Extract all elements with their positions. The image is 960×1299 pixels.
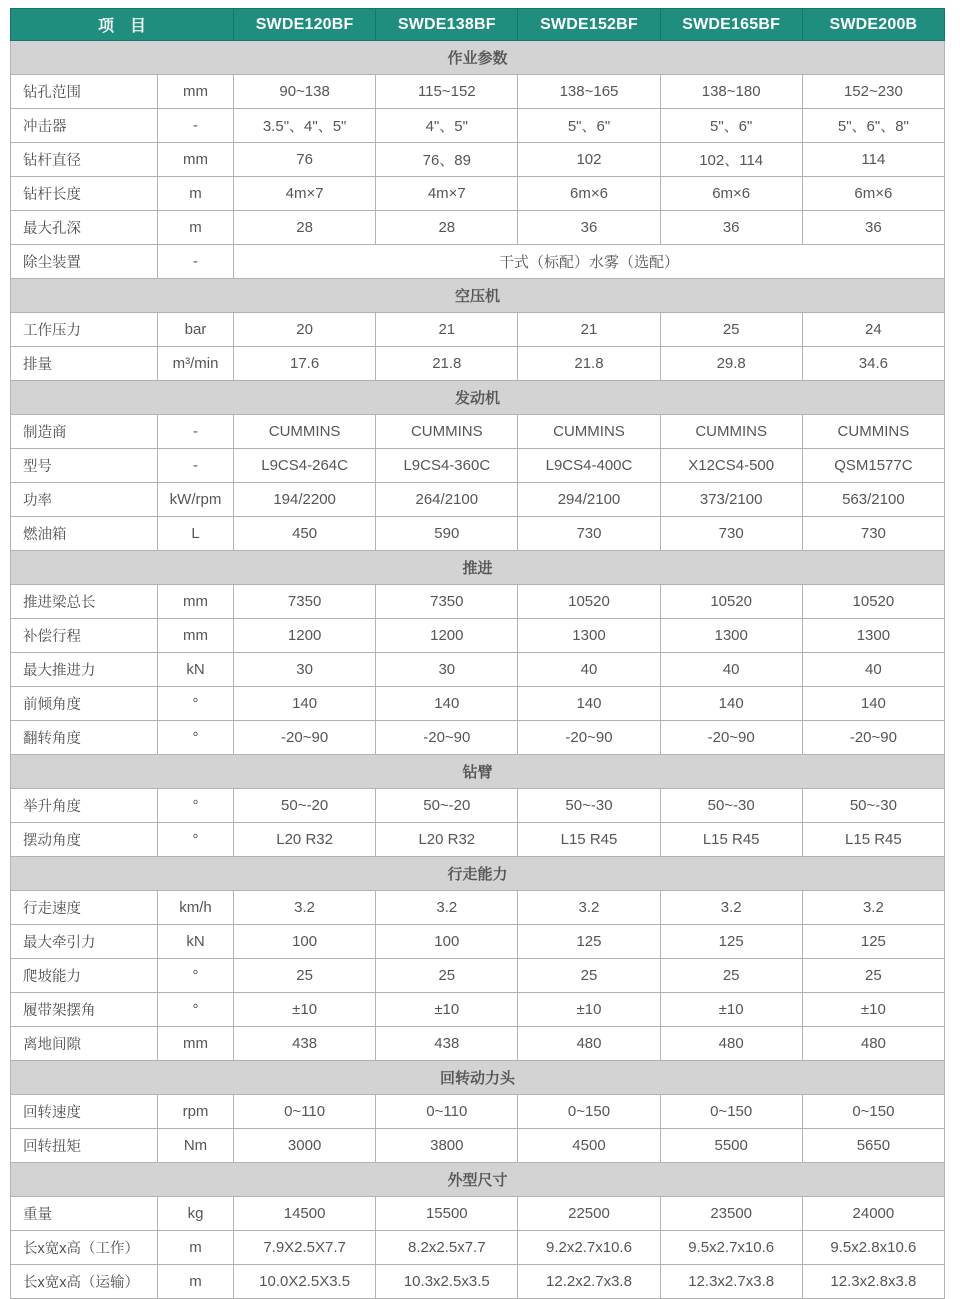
row-label: 推进梁总长 xyxy=(11,585,158,619)
row-label: 前倾角度 xyxy=(11,687,158,721)
row-value: 5"、6" xyxy=(660,109,802,143)
row-value: 12.3x2.7x3.8 xyxy=(660,1265,802,1299)
row-label: 制造商 xyxy=(11,415,158,449)
row-value: L9CS4-264C xyxy=(234,449,376,483)
row-value: ±10 xyxy=(234,993,376,1027)
row-value: 22500 xyxy=(518,1197,660,1231)
row-value: 3.2 xyxy=(660,891,802,925)
row-value: 125 xyxy=(660,925,802,959)
section-title: 行走能力 xyxy=(11,857,945,891)
row-unit: mm xyxy=(158,143,234,177)
row-unit: mm xyxy=(158,585,234,619)
row-unit: kW/rpm xyxy=(158,483,234,517)
row-value: 125 xyxy=(802,925,944,959)
row-value: 730 xyxy=(518,517,660,551)
row-value: 12.2x2.7x3.8 xyxy=(518,1265,660,1299)
spec-row xyxy=(11,1197,945,1231)
spec-row xyxy=(11,1095,945,1129)
row-value: -20~90 xyxy=(234,721,376,755)
row-label: 除尘装置 xyxy=(11,245,158,279)
row-value: 115~152 xyxy=(376,75,518,109)
model-header-swde138bf: SWDE138BF xyxy=(376,9,518,41)
row-unit: ° xyxy=(158,789,234,823)
spec-row xyxy=(11,1129,945,1163)
row-label: 履带架摆角 xyxy=(11,993,158,1027)
spec-row xyxy=(11,585,945,619)
row-value: 3.2 xyxy=(802,891,944,925)
row-value: 7350 xyxy=(376,585,518,619)
model-header-swde120bf: SWDE120BF xyxy=(234,9,376,41)
row-value: 76、89 xyxy=(376,143,518,177)
row-label: 补偿行程 xyxy=(11,619,158,653)
row-label: 工作压力 xyxy=(11,313,158,347)
row-value: QSM1577C xyxy=(802,449,944,483)
row-label: 功率 xyxy=(11,483,158,517)
section-title: 发动机 xyxy=(11,381,945,415)
spec-row xyxy=(11,993,945,1027)
row-unit: - xyxy=(158,415,234,449)
row-unit: mm xyxy=(158,619,234,653)
row-value: 6m×6 xyxy=(660,177,802,211)
row-unit: kN xyxy=(158,925,234,959)
spec-row xyxy=(11,177,945,211)
row-value: 264/2100 xyxy=(376,483,518,517)
spec-row xyxy=(11,1231,945,1265)
section-title: 钻臂 xyxy=(11,755,945,789)
spec-row xyxy=(11,721,945,755)
row-unit: m xyxy=(158,1265,234,1299)
row-label: 重量 xyxy=(11,1197,158,1231)
row-value: 563/2100 xyxy=(802,483,944,517)
row-label: 回转扭矩 xyxy=(11,1129,158,1163)
row-value: 34.6 xyxy=(802,347,944,381)
row-label: 爬坡能力 xyxy=(11,959,158,993)
row-value: 40 xyxy=(802,653,944,687)
row-value: 4500 xyxy=(518,1129,660,1163)
row-merged-value: 干式（标配）水雾（选配） xyxy=(234,245,945,279)
spec-row xyxy=(11,313,945,347)
row-unit: kg xyxy=(158,1197,234,1231)
row-value: 100 xyxy=(234,925,376,959)
row-value: 3.5"、4"、5" xyxy=(234,109,376,143)
row-value: 140 xyxy=(802,687,944,721)
row-value: 138~180 xyxy=(660,75,802,109)
item-header-cell: 项 目 xyxy=(11,9,234,41)
row-value: 138~165 xyxy=(518,75,660,109)
row-label: 回转速度 xyxy=(11,1095,158,1129)
model-header-swde152bf: SWDE152BF xyxy=(518,9,660,41)
section-title: 推进 xyxy=(11,551,945,585)
row-value: 0~150 xyxy=(518,1095,660,1129)
row-value: 140 xyxy=(234,687,376,721)
row-unit: - xyxy=(158,449,234,483)
row-value: 36 xyxy=(802,211,944,245)
spec-row xyxy=(11,211,945,245)
row-label: 翻转角度 xyxy=(11,721,158,755)
row-label: 摆动角度 xyxy=(11,823,158,857)
row-value: 40 xyxy=(660,653,802,687)
row-value: ±10 xyxy=(802,993,944,1027)
row-value: 76 xyxy=(234,143,376,177)
row-unit: kN xyxy=(158,653,234,687)
row-unit: m³/min xyxy=(158,347,234,381)
row-unit: rpm xyxy=(158,1095,234,1129)
row-value: 3.2 xyxy=(518,891,660,925)
row-value: 3800 xyxy=(376,1129,518,1163)
spec-row xyxy=(11,449,945,483)
row-label: 钻杆直径 xyxy=(11,143,158,177)
spec-row xyxy=(11,143,945,177)
row-value: 1300 xyxy=(660,619,802,653)
row-label: 最大推进力 xyxy=(11,653,158,687)
row-value: 4m×7 xyxy=(376,177,518,211)
row-value: 373/2100 xyxy=(660,483,802,517)
spec-row xyxy=(11,109,945,143)
section-row xyxy=(11,755,945,789)
spec-table-header xyxy=(11,9,945,41)
row-label: 举升角度 xyxy=(11,789,158,823)
row-value: 7350 xyxy=(234,585,376,619)
row-value: 114 xyxy=(802,143,944,177)
row-value: 50~-30 xyxy=(660,789,802,823)
spec-row xyxy=(11,653,945,687)
row-value: 50~-30 xyxy=(802,789,944,823)
spec-row xyxy=(11,415,945,449)
row-value: 24000 xyxy=(802,1197,944,1231)
row-value: -20~90 xyxy=(660,721,802,755)
row-unit: L xyxy=(158,517,234,551)
row-value: 152~230 xyxy=(802,75,944,109)
section-row xyxy=(11,279,945,313)
row-value: 5"、6"、8" xyxy=(802,109,944,143)
row-value: 29.8 xyxy=(660,347,802,381)
row-value: 1300 xyxy=(518,619,660,653)
row-value: 25 xyxy=(376,959,518,993)
row-value: ±10 xyxy=(518,993,660,1027)
row-value: 3.2 xyxy=(234,891,376,925)
section-title: 外型尺寸 xyxy=(11,1163,945,1197)
row-value: 438 xyxy=(376,1027,518,1061)
row-value: ±10 xyxy=(660,993,802,1027)
row-value: 1200 xyxy=(376,619,518,653)
row-value: CUMMINS xyxy=(234,415,376,449)
row-value: 36 xyxy=(518,211,660,245)
row-value: 10520 xyxy=(802,585,944,619)
section-title: 空压机 xyxy=(11,279,945,313)
row-value: -20~90 xyxy=(376,721,518,755)
row-value: 0~110 xyxy=(376,1095,518,1129)
spec-row xyxy=(11,1265,945,1299)
row-value: 21.8 xyxy=(518,347,660,381)
row-unit: ° xyxy=(158,993,234,1027)
row-value: 1200 xyxy=(234,619,376,653)
row-value: 6m×6 xyxy=(802,177,944,211)
model-header-swde200b: SWDE200B xyxy=(802,9,944,41)
row-value: 3.2 xyxy=(376,891,518,925)
section-title: 作业参数 xyxy=(11,41,945,75)
row-value: 36 xyxy=(660,211,802,245)
row-value: 10520 xyxy=(660,585,802,619)
row-value: 10520 xyxy=(518,585,660,619)
row-value: 23500 xyxy=(660,1197,802,1231)
row-value: ±10 xyxy=(376,993,518,1027)
row-value: 10.0X2.5X3.5 xyxy=(234,1265,376,1299)
row-label: 冲击器 xyxy=(11,109,158,143)
row-value: 50~-20 xyxy=(376,789,518,823)
spec-row xyxy=(11,619,945,653)
section-row xyxy=(11,551,945,585)
row-value: 730 xyxy=(802,517,944,551)
spec-row xyxy=(11,483,945,517)
row-value: 25 xyxy=(234,959,376,993)
row-value: 140 xyxy=(376,687,518,721)
row-label: 钻孔范围 xyxy=(11,75,158,109)
row-value: 590 xyxy=(376,517,518,551)
row-value: CUMMINS xyxy=(376,415,518,449)
section-row xyxy=(11,1061,945,1095)
row-value: 6m×6 xyxy=(518,177,660,211)
row-label: 行走速度 xyxy=(11,891,158,925)
row-value: 4"、5" xyxy=(376,109,518,143)
row-unit: bar xyxy=(158,313,234,347)
row-value: 438 xyxy=(234,1027,376,1061)
row-value: 9.5x2.7x10.6 xyxy=(660,1231,802,1265)
row-value: 12.3x2.8x3.8 xyxy=(802,1265,944,1299)
row-value: 730 xyxy=(660,517,802,551)
row-value: 50~-20 xyxy=(234,789,376,823)
row-value: 8.2x2.5x7.7 xyxy=(376,1231,518,1265)
row-value: 194/2200 xyxy=(234,483,376,517)
section-title: 回转动力头 xyxy=(11,1061,945,1095)
row-label: 最大孔深 xyxy=(11,211,158,245)
row-value: 5650 xyxy=(802,1129,944,1163)
spec-row xyxy=(11,1027,945,1061)
row-unit: Nm xyxy=(158,1129,234,1163)
row-value: 14500 xyxy=(234,1197,376,1231)
row-value: 102、114 xyxy=(660,143,802,177)
spec-row xyxy=(11,959,945,993)
spec-row xyxy=(11,789,945,823)
row-value: L15 R45 xyxy=(660,823,802,857)
row-unit: ° xyxy=(158,823,234,857)
row-label: 最大牵引力 xyxy=(11,925,158,959)
row-value: -20~90 xyxy=(518,721,660,755)
row-value: 9.2x2.7x10.6 xyxy=(518,1231,660,1265)
spec-row xyxy=(11,823,945,857)
row-value: 294/2100 xyxy=(518,483,660,517)
row-value: 9.5x2.8x10.6 xyxy=(802,1231,944,1265)
row-unit: ° xyxy=(158,687,234,721)
row-value: 30 xyxy=(376,653,518,687)
row-value: 450 xyxy=(234,517,376,551)
row-value: 20 xyxy=(234,313,376,347)
row-label: 型号 xyxy=(11,449,158,483)
row-unit: - xyxy=(158,109,234,143)
row-value: 28 xyxy=(234,211,376,245)
row-value: 30 xyxy=(234,653,376,687)
row-value: L15 R45 xyxy=(518,823,660,857)
row-value: 0~110 xyxy=(234,1095,376,1129)
row-unit: mm xyxy=(158,1027,234,1061)
section-row xyxy=(11,41,945,75)
row-label: 燃油箱 xyxy=(11,517,158,551)
row-value: 7.9X2.5X7.7 xyxy=(234,1231,376,1265)
row-value: 10.3x2.5x3.5 xyxy=(376,1265,518,1299)
row-value: CUMMINS xyxy=(802,415,944,449)
section-row xyxy=(11,381,945,415)
row-value: 40 xyxy=(518,653,660,687)
row-value: 28 xyxy=(376,211,518,245)
row-value: 25 xyxy=(802,959,944,993)
section-row xyxy=(11,1163,945,1197)
row-value: 0~150 xyxy=(802,1095,944,1129)
row-value: 102 xyxy=(518,143,660,177)
row-value: 25 xyxy=(660,959,802,993)
model-header-row xyxy=(11,9,945,41)
row-value: 125 xyxy=(518,925,660,959)
row-value: 140 xyxy=(518,687,660,721)
spec-row xyxy=(11,925,945,959)
row-value: 15500 xyxy=(376,1197,518,1231)
row-value: 90~138 xyxy=(234,75,376,109)
row-label: 排量 xyxy=(11,347,158,381)
row-unit: m xyxy=(158,177,234,211)
row-unit: mm xyxy=(158,75,234,109)
row-value: 3000 xyxy=(234,1129,376,1163)
spec-table xyxy=(10,8,945,1299)
row-value: 140 xyxy=(660,687,802,721)
row-value: 0~150 xyxy=(660,1095,802,1129)
row-value: 5"、6" xyxy=(518,109,660,143)
row-value: 50~-30 xyxy=(518,789,660,823)
model-header-swde165bf: SWDE165BF xyxy=(660,9,802,41)
row-value: 17.6 xyxy=(234,347,376,381)
row-value: L20 R32 xyxy=(234,823,376,857)
row-value: 480 xyxy=(518,1027,660,1061)
row-value: L9CS4-360C xyxy=(376,449,518,483)
row-value: 24 xyxy=(802,313,944,347)
row-value: 21 xyxy=(518,313,660,347)
row-value: 25 xyxy=(518,959,660,993)
row-value: 480 xyxy=(660,1027,802,1061)
row-unit: m xyxy=(158,1231,234,1265)
section-row xyxy=(11,857,945,891)
row-unit: km/h xyxy=(158,891,234,925)
spec-row xyxy=(11,687,945,721)
row-value: 100 xyxy=(376,925,518,959)
row-value: CUMMINS xyxy=(660,415,802,449)
row-label: 钻杆长度 xyxy=(11,177,158,211)
spec-row xyxy=(11,517,945,551)
row-value: -20~90 xyxy=(802,721,944,755)
row-value: 21 xyxy=(376,313,518,347)
row-value: X12CS4-500 xyxy=(660,449,802,483)
row-unit: ° xyxy=(158,959,234,993)
row-label: 长x宽x高（工作） xyxy=(11,1231,158,1265)
row-value: 21.8 xyxy=(376,347,518,381)
row-label: 离地间隙 xyxy=(11,1027,158,1061)
row-value: 25 xyxy=(660,313,802,347)
row-value: CUMMINS xyxy=(518,415,660,449)
row-value: L20 R32 xyxy=(376,823,518,857)
row-value: 4m×7 xyxy=(234,177,376,211)
spec-row xyxy=(11,891,945,925)
row-value: 480 xyxy=(802,1027,944,1061)
spec-row xyxy=(11,75,945,109)
row-value: 1300 xyxy=(802,619,944,653)
spec-row xyxy=(11,347,945,381)
row-unit: m xyxy=(158,211,234,245)
row-value: L15 R45 xyxy=(802,823,944,857)
row-value: 5500 xyxy=(660,1129,802,1163)
row-unit: ° xyxy=(158,721,234,755)
spec-table-body xyxy=(11,41,945,1299)
row-unit: - xyxy=(158,245,234,279)
row-label: 长x宽x高（运输） xyxy=(11,1265,158,1299)
row-value: L9CS4-400C xyxy=(518,449,660,483)
spec-row xyxy=(11,245,945,279)
